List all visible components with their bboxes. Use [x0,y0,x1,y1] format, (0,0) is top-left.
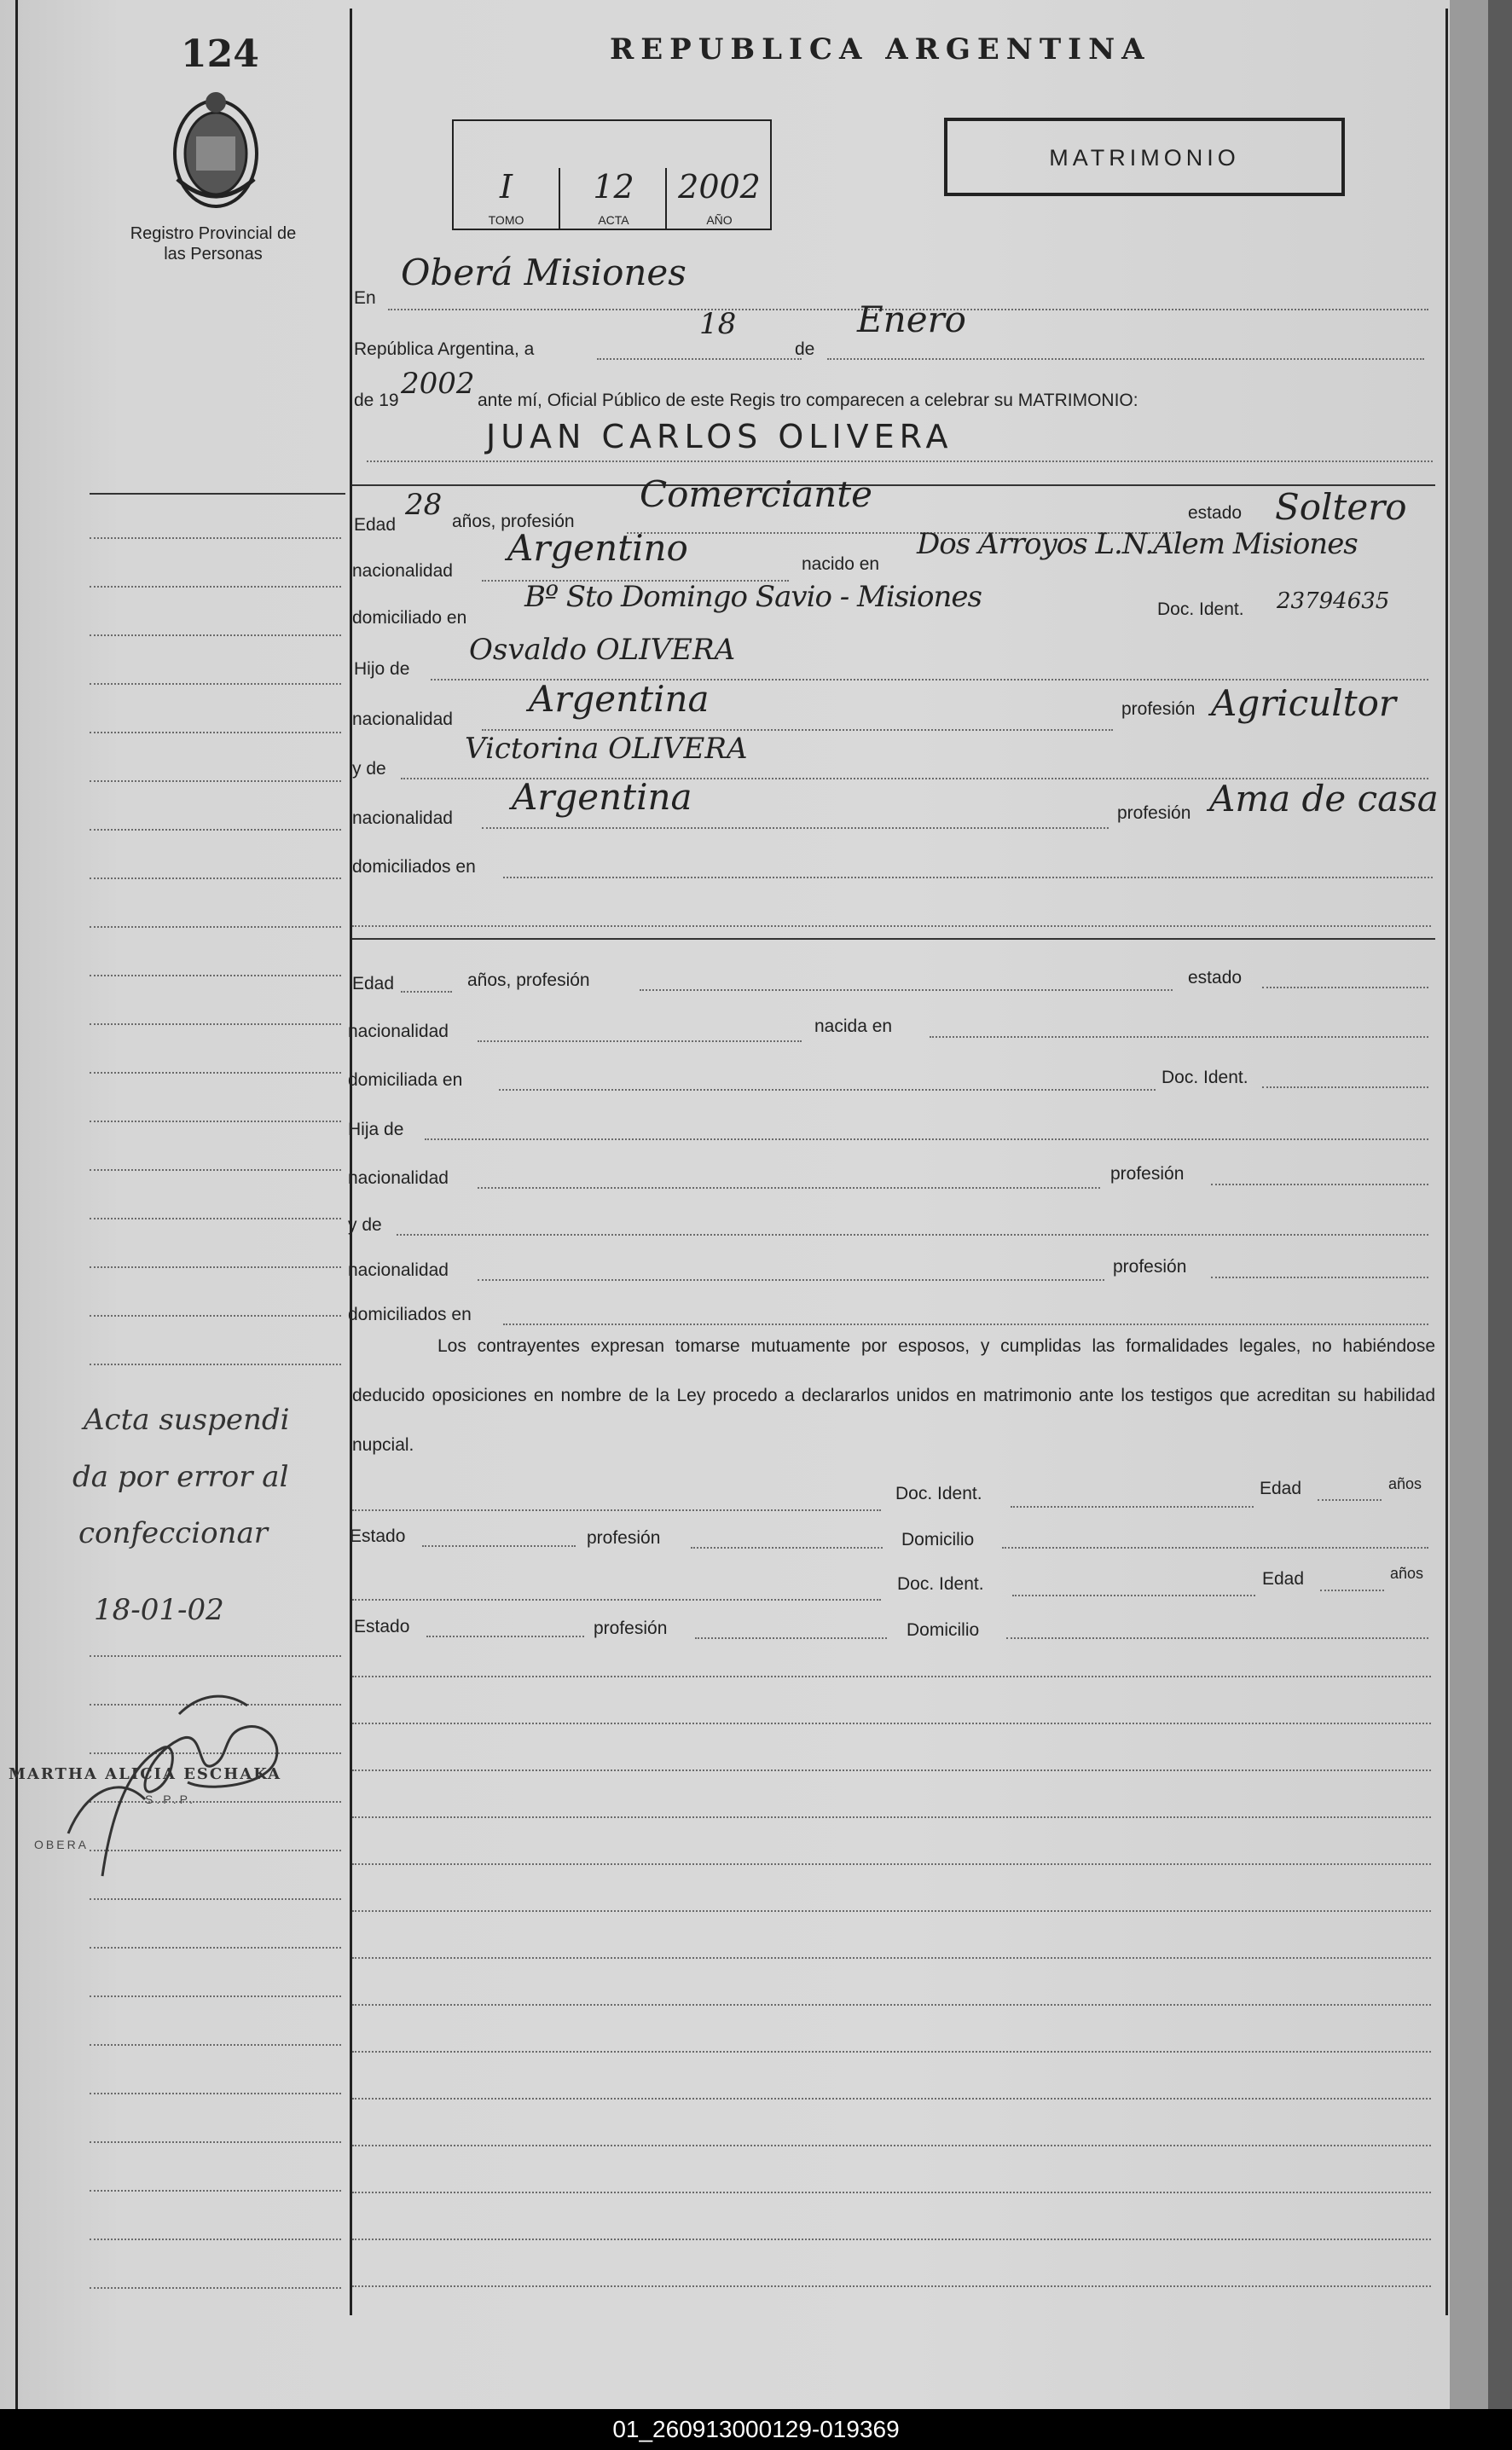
acta-value: 12 [593,168,634,206]
margin-ruled-line [90,829,341,831]
margin-ruled-line [90,634,341,636]
margin-ruled-line [90,2141,341,2143]
witness1-estado-label: Estado [350,1526,406,1546]
ruled-line [352,2239,1431,2240]
witness2-doc-label: Doc. Ident. [897,1574,984,1594]
witness1-prof-line [691,1547,883,1549]
margin-ruled-line [90,732,341,733]
right-border [1445,9,1448,2315]
bride-nac-line [478,1040,802,1042]
witness2-estado-line [426,1636,584,1637]
margin-ruled-line [90,1655,341,1657]
bride-edad-line [401,991,452,993]
ruled-line [352,2285,1431,2287]
margin-ruled-line [90,2044,341,2046]
de19-label: de 19 [354,391,399,410]
margin-ruled-line [90,1218,341,1219]
ruled-line [352,1863,1431,1865]
groom-nacionalidad: Argentino [507,527,688,569]
day: 18 [699,307,737,341]
madre-prof-label: profesión [1117,803,1191,823]
record-type: MATRIMONIO [1049,145,1240,171]
margin-ruled-line [90,1169,341,1171]
bride-edad-label: Edad [352,974,395,993]
document-title: REPUBLICA ARGENTINA [610,32,1151,67]
bride-estado-line [1262,987,1428,988]
en-label: En [354,288,376,308]
bride-madre-nac-line [478,1279,1104,1281]
registry-label: Registro Provincial de las Personas [130,224,297,264]
witness1-name-line [352,1509,881,1511]
official-stamp-name: MARTHA ALICIA ESCHAKA [9,1765,282,1783]
witness1-domicilio-label: Domicilio [901,1530,975,1549]
ruled-line [352,2192,1431,2193]
section-rule-groom [352,484,1435,486]
groom-extra-line [352,925,1431,927]
tomo-value: I [499,168,513,206]
bride-hija-label: Hija de [348,1120,404,1139]
groom-doc: 23794635 [1277,588,1390,614]
margin-note-line1: Acta suspendi [84,1403,290,1437]
margin-ruled-line [90,926,341,928]
margin-ruled-line [90,586,341,588]
bride-estado-label: estado [1188,968,1243,988]
witness2-name-line [352,1599,881,1601]
margin-ruled-line [90,1898,341,1900]
groom-hijo-label: Hijo de [354,659,410,679]
madre-yde-label: y de [352,759,386,779]
acta-box [452,119,772,230]
witness2-edad-label: Edad [1262,1569,1305,1589]
bride-madre-line [397,1234,1428,1236]
margin-ruled-line [90,1995,341,1997]
acta-label: ACTA [598,213,629,227]
official-stamp-office: OBERA [34,1838,90,1851]
groom-nac-label: nacionalidad [352,561,453,581]
witness2-prof-line [695,1637,887,1639]
bride-dom-label: domiciliada en [348,1070,463,1090]
margin-ruled-line [90,537,341,539]
bride-yde-label: y de [348,1215,382,1235]
official-stamp-sub: S.P.P. [145,1793,197,1806]
declaration-text: Los contrayentes expresan tomarse mutuamente por esposos, y cumplidas las formalidades legales, no habiéndose deducido oposiciones en nombre de la Ley procedo a declararlos unidos en matrimonio ante los testigos que acreditan su habilidad nupcial. [352,1336,1435,1455]
tomo-label: TOMO [488,213,524,227]
groom-anos-prof-label: años, profesión [452,512,575,531]
margin-ruled-line [90,1121,341,1122]
acta-cell [559,168,667,230]
witness2-prof-label: profesión [594,1619,668,1638]
margin-note-date: 18-01-02 [94,1593,224,1627]
ruled-line [352,2145,1431,2146]
witness1-edad-line [1318,1499,1382,1501]
section-rule-bride [352,938,1435,940]
margin-divider [350,9,352,2315]
ruled-line [352,1676,1431,1677]
ruled-line [352,1769,1431,1771]
groom-nacido-en: Dos Arroyos L.N.Alem Misiones [917,527,1358,561]
witness1-domicilio-line [1002,1547,1428,1549]
tomo-cell [454,168,559,230]
witness1-doc-label: Doc. Ident. [895,1484,982,1503]
margin-ruled-line [90,1266,341,1268]
padre-nacionalidad: Argentina [529,678,710,720]
witness1-edad-label: Edad [1260,1479,1302,1498]
margin-ruled-line [90,1947,341,1949]
month-line [827,358,1424,360]
madre-nac-line [482,827,1109,829]
record-type-box [944,118,1345,196]
ruled-line [352,1723,1431,1724]
madre-nac-label: nacionalidad [352,808,453,828]
witness2-edad-line [1320,1590,1384,1591]
bride-padre-prof-line [1211,1184,1428,1185]
margin-ruled-line [90,877,341,879]
bride-prof-line [640,989,1173,991]
margin-ruled-line [90,1364,341,1365]
margin-ruled-line [90,1072,341,1074]
year: 2002 [401,367,475,401]
page-number: 124 [181,32,259,76]
bride-doc-label: Doc. Ident. [1162,1068,1248,1087]
footer-bar [0,2409,1512,2450]
groom-domicilio: Bº Sto Domingo Savio - Misiones [524,580,982,614]
margin-ruled-line [90,1315,341,1317]
margin-ruled-line [90,1023,341,1025]
witness1-prof-label: profesión [587,1528,661,1548]
padre-profesion: Agricultor [1211,682,1396,724]
margin-note-line2: da por error al [72,1460,289,1494]
bride-padre-nac-label: nacionalidad [348,1168,449,1188]
bride-nacida-line [930,1036,1428,1038]
madre-nacionalidad: Argentina [512,776,692,818]
ruled-line [352,2004,1431,2006]
margin-ruled-line [90,2093,341,2094]
ruled-line [352,1816,1431,1818]
witness1-doc-line [1011,1506,1254,1508]
ano-cell [665,168,772,230]
bride-nacida-label: nacida en [814,1016,893,1036]
file-id: 01_260913000129-019369 [612,2416,900,2442]
bride-padre-line [425,1138,1428,1140]
day-line [597,358,802,360]
bride-padre-nac-line [478,1187,1100,1189]
margin-ruled-line [90,780,341,782]
groom-edad: 28 [405,488,443,522]
month: Enero [857,298,966,340]
padre-nac-line [482,729,1113,731]
witness2-domicilio-line [1006,1637,1428,1639]
groom-name-line [367,460,1433,462]
bride-madre-prof-label: profesión [1113,1257,1187,1277]
bride-nac-label: nacionalidad [348,1022,449,1041]
witness1-anos-label: años [1388,1475,1422,1492]
groom-name: JUAN CARLOS OLIVERA [486,418,953,455]
ano-label: AÑO [706,213,733,227]
intro-statement: ante mí, Oficial Público de este Regis tro comparecen a celebrar su MATRIMONIO: [478,391,1138,410]
republica-label: República Argentina, a [354,339,535,359]
groom-dom-label: domiciliado en [352,608,467,628]
groom-domiciliados-label: domiciliados en [352,857,476,877]
witness2-estado-label: Estado [354,1617,410,1636]
margin-ruled-line [90,683,341,685]
padre-nac-label: nacionalidad [352,710,453,729]
groom-nacido-label: nacido en [802,554,880,574]
de-label: de [795,339,815,359]
madre-profesion: Ama de casa [1209,778,1439,820]
witness2-domicilio-label: Domicilio [907,1620,980,1640]
margin-ruled-line [90,975,341,976]
groom-edad-label: Edad [354,515,397,535]
witness2-doc-line [1012,1595,1255,1596]
bride-padre-prof-label: profesión [1110,1164,1185,1184]
groom-estado-label: estado [1188,503,1243,523]
bride-dom-line [499,1089,1156,1091]
ruled-line [352,1957,1431,1959]
margin-rule-top [90,493,345,495]
ano-value: 2002 [678,168,761,206]
madre-name: Victorina OLIVERA [465,732,748,766]
margin-note-line3: confeccionar [78,1516,268,1550]
ruled-line [352,2051,1431,2053]
groom-domiciliados-line [503,877,1433,878]
bride-madre-prof-line [1211,1277,1428,1278]
witness1-estado-line [422,1545,576,1547]
margin-ruled-line [90,2239,341,2240]
place: Oberá Misiones [401,252,686,293]
page-edge-shadow [1488,0,1512,2409]
ruled-line [352,1910,1431,1912]
witness2-anos-label: años [1390,1565,1424,1582]
bride-doc-line [1262,1086,1428,1088]
margin-ruled-line [90,2190,341,2192]
bride-domiciliados-label: domiciliados en [348,1305,472,1324]
bride-madre-nac-label: nacionalidad [348,1260,449,1280]
ruled-line [352,2098,1431,2100]
margin-ruled-line [90,2287,341,2289]
coat-of-arms-icon [169,85,263,213]
padre-prof-label: profesión [1121,699,1196,719]
groom-doc-label: Doc. Ident. [1157,599,1244,619]
bride-anos-prof-label: años, profesión [467,970,590,990]
page-left-edge [15,0,18,2409]
groom-profesion: Comerciante [640,473,872,515]
groom-estado: Soltero [1275,486,1407,528]
padre-name: Osvaldo OLIVERA [469,633,736,667]
